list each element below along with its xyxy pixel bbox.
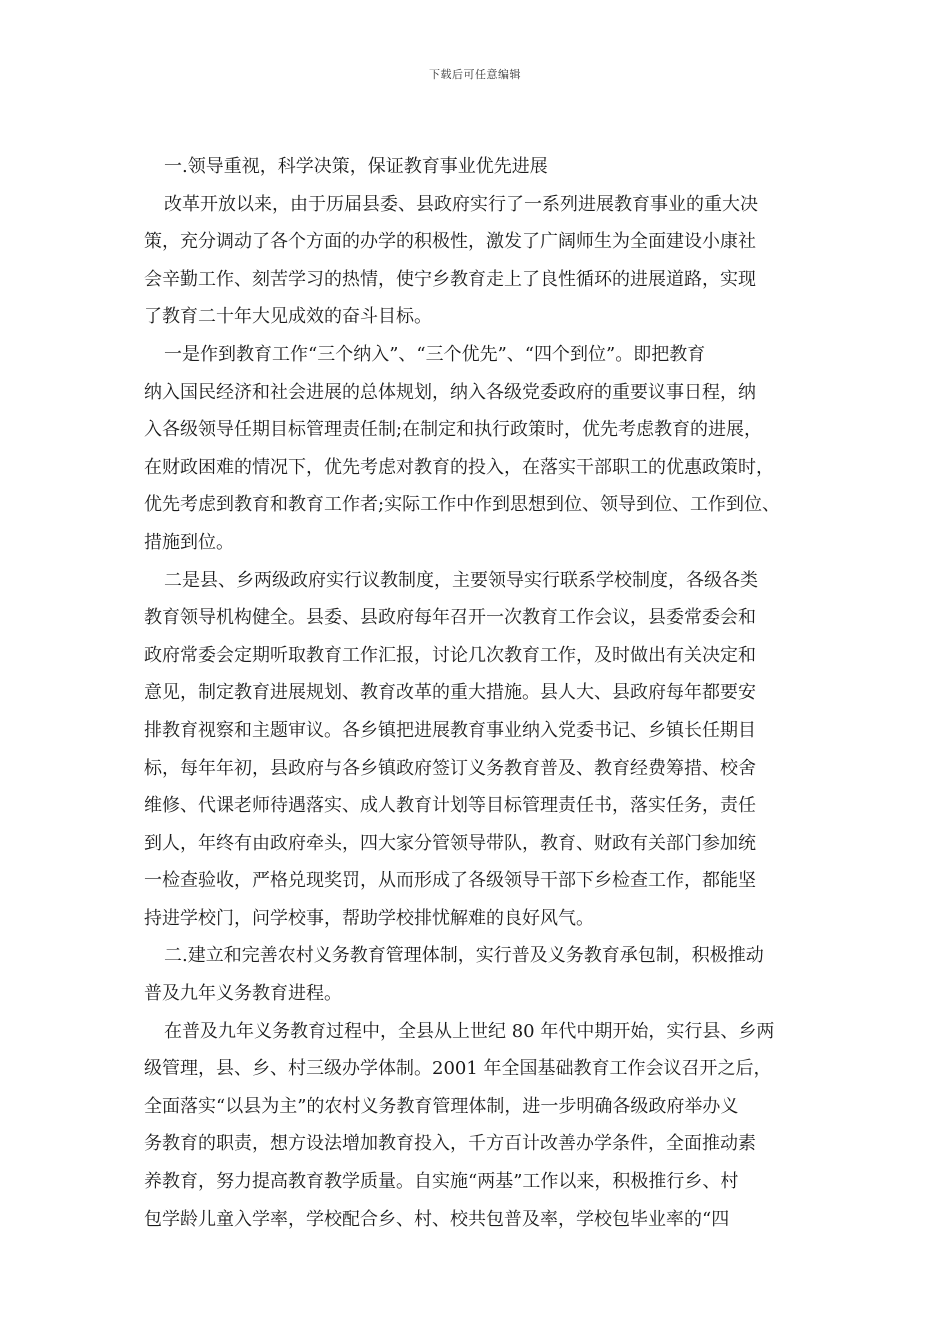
text-line: 排教育视察和主题审议。各乡镇把进展教育事业纳入党委书记、乡镇长任期目 bbox=[144, 719, 756, 741]
text-line: 纳入国民经济和社会进展的总体规划，纳入各级党委政府的重要议事日程，纳 bbox=[144, 381, 756, 403]
text-line: 了教育二十年大见成效的奋斗目标。 bbox=[144, 306, 432, 328]
text-line: 措施到位。 bbox=[144, 531, 234, 553]
text-line: 二.建立和完善农村义务教育管理体制，实行普及义务教育承包制，积极推动 bbox=[164, 945, 764, 967]
document-body bbox=[144, 148, 824, 1238]
text-line: 二是县、乡两级政府实行议教制度，主要领导实行联系学校制度，各级各类 bbox=[164, 569, 758, 591]
page-header: 下载后可任意编辑 bbox=[429, 68, 521, 81]
text-line: 包学龄儿童入学率，学校配合乡、村、校共包普及率，学校包毕业率的“四 bbox=[144, 1208, 730, 1230]
text-line: 政府常委会定期听取教育工作汇报，讨论几次教育工作，及时做出有关决定和 bbox=[144, 644, 756, 666]
text-line: 意见，制定教育进展规划、教育改革的重大措施。县人大、县政府每年都要安 bbox=[144, 682, 756, 704]
text-line: 在财政困难的情况下，优先考虑对教育的投入，在落实干部职工的优惠政策时， bbox=[144, 456, 774, 478]
text-line: 全面落实“以县为主”的农村义务教育管理体制，进一步明确各级政府举办义 bbox=[144, 1095, 739, 1117]
text-line: 一.领导重视，科学决策，保证教育事业优先进展 bbox=[164, 156, 548, 177]
text-line: 教育领导机构健全。县委、县政府每年召开一次教育工作会议，县委常委会和 bbox=[144, 607, 756, 629]
text-line: 维修、代课老师待遇落实、成人教育计划等目标管理责任书，落实任务，责任 bbox=[144, 795, 756, 817]
text-line: 优先考虑到教育和教育工作者;实际工作中作到思想到位、领导到位、工作到位、 bbox=[144, 494, 781, 516]
text-line: 策，充分调动了各个方面的办学的积极性，激发了广阔师生为全面建设小康社 bbox=[144, 231, 756, 253]
text-line: 养教育，努力提高教育教学质量。自实施“两基”工作以来，积极推行乡、村 bbox=[144, 1171, 739, 1193]
text-line: 一是作到教育工作“三个纳入”、“三个优先”、“四个到位”。即把教育 bbox=[164, 343, 706, 365]
text-line: 在普及九年义务教育过程中，全县从上世纪 80 年代中期开始，实行县、乡两 bbox=[164, 1020, 775, 1042]
text-line: 一检查验收，严格兑现奖罚，从而形成了各级领导干部下乡检查工作，都能坚 bbox=[144, 870, 756, 892]
text-line: 会辛勤工作、刻苦学习的热情，使宁乡教育走上了良性循环的进展道路，实现 bbox=[144, 268, 756, 290]
text-line: 改革开放以来，由于历届县委、县政府实行了一系列进展教育事业的重大决 bbox=[164, 193, 758, 215]
text-line: 入各级领导任期目标管理责任制;在制定和执行政策时，优先考虑教育的进展， bbox=[144, 419, 763, 441]
text-line: 到人，年终有由政府牵头，四大家分管领导带队，教育、财政有关部门参加统 bbox=[144, 832, 756, 854]
text-line: 务教育的职责，想方设法增加教育投入，千方百计改善办学条件，全面推动素 bbox=[144, 1133, 756, 1155]
text-line: 持进学校门，问学校事，帮助学校排忧解难的良好风气。 bbox=[144, 907, 594, 929]
text-line: 级管理，县、乡、村三级办学体制。2001 年全国基础教育工作会议召开之后， bbox=[144, 1058, 772, 1080]
text-line: 标，每年年初，县政府与各乡镇政府签订义务教育普及、教育经费筹措、校舍 bbox=[144, 757, 756, 779]
text-line: 普及九年义务教育进程。 bbox=[144, 983, 342, 1005]
